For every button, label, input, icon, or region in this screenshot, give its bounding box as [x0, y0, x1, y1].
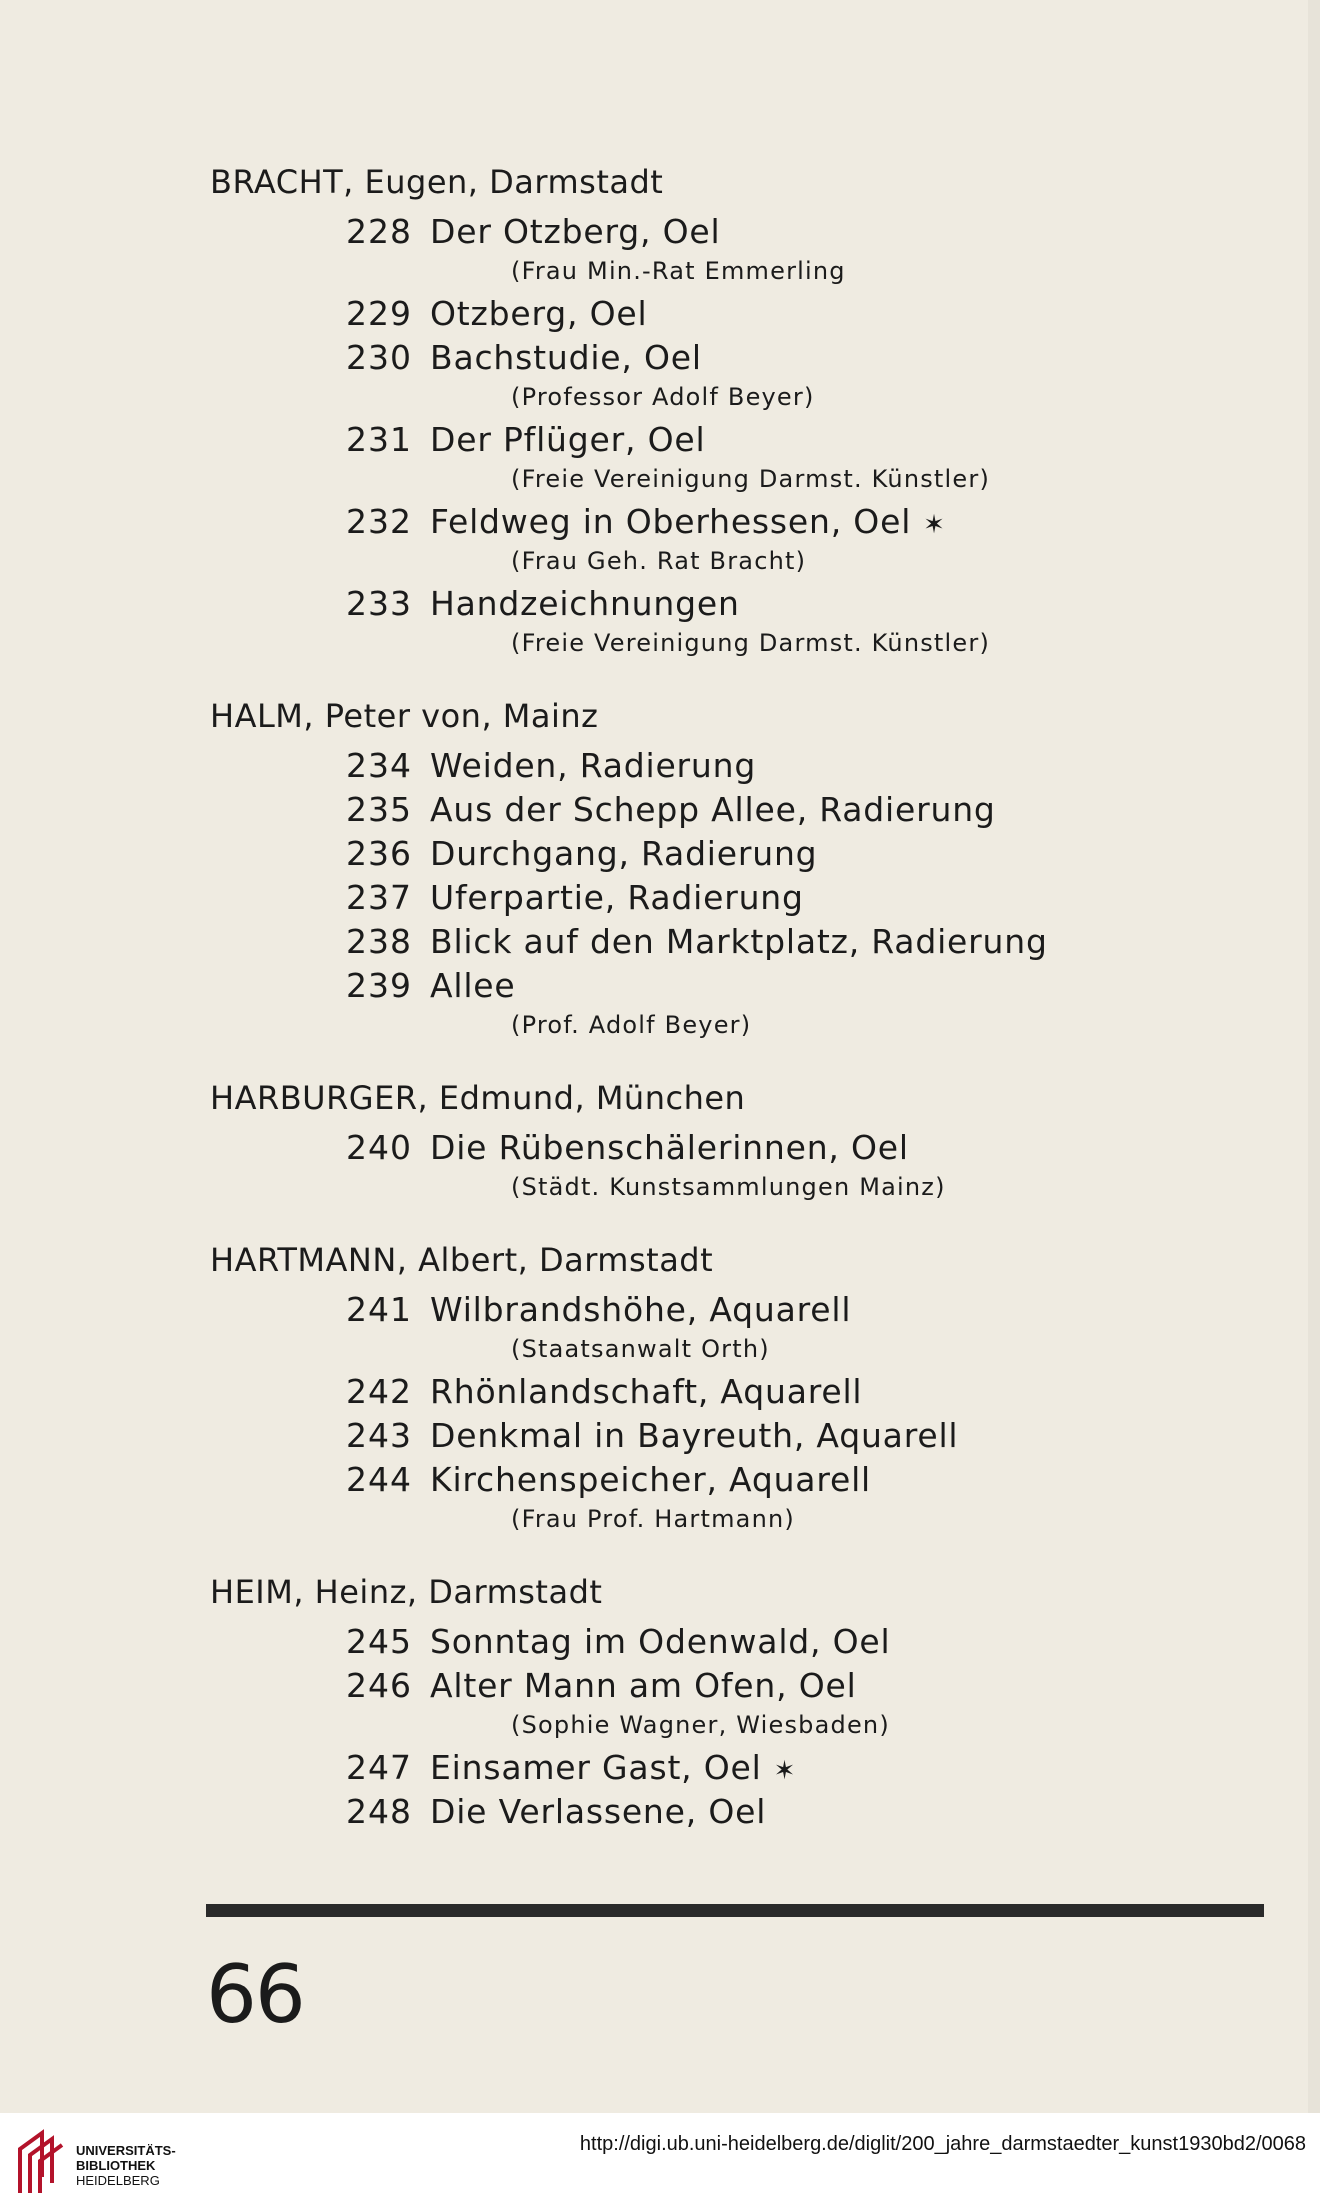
entry-owner: (Prof. Adolf Beyer)	[511, 1011, 752, 1039]
catalog-entry	[210, 832, 1260, 876]
star-marker-icon: ✶	[773, 1756, 796, 1786]
catalog-entry	[210, 876, 1260, 920]
entry-title: Uferpartie, Radierung	[430, 878, 804, 917]
entry-number: 248	[346, 1792, 412, 1831]
entry-title: Handzeichnungen	[430, 584, 740, 623]
library-name-line: HEIDELBERG	[76, 2173, 160, 2188]
page-number: 66	[206, 1948, 304, 2041]
source-url-link[interactable]: http://digi.ub.uni-heidelberg.de/diglit/200_jahre_darmstaedter_kunst1930bd2/0068	[579, 2133, 1306, 2155]
catalog-entry	[210, 1790, 1260, 1834]
entry-title: Otzberg, Oel	[430, 294, 648, 333]
catalog-content	[210, 160, 1260, 1834]
catalog-entry	[210, 582, 1260, 626]
entry-number: 233	[346, 584, 412, 623]
entry-title: Bachstudie, Oel	[430, 338, 702, 377]
catalog-entry	[210, 920, 1260, 964]
catalog-entry	[210, 1620, 1260, 1664]
catalog-entry	[210, 500, 1260, 544]
entry-owner: (Frau Prof. Hartmann)	[511, 1505, 795, 1533]
entry-number: 245	[346, 1622, 412, 1661]
catalog-entry	[210, 1746, 1260, 1790]
entry-number: 244	[346, 1460, 412, 1499]
entry-number: 247	[346, 1748, 412, 1787]
entry-owner: (Frau Geh. Rat Bracht)	[511, 547, 807, 575]
entry-title: Allee	[430, 966, 516, 1005]
library-name	[76, 2143, 176, 2188]
entry-title: Aus der Schepp Allee, Radierung	[430, 790, 996, 829]
entry-number: 241	[346, 1290, 412, 1329]
star-marker-icon: ✶	[923, 510, 945, 540]
library-logo-icon	[12, 2127, 66, 2197]
entry-number: 239	[346, 966, 412, 1005]
catalog-entry	[210, 418, 1260, 462]
entry-title: Feldweg in Oberhessen, Oel	[430, 502, 912, 541]
entry-title: Der Otzberg, Oel	[430, 212, 721, 251]
entry-number: 246	[346, 1666, 412, 1705]
entry-title: Kirchenspeicher, Aquarell	[430, 1460, 872, 1499]
entry-number: 240	[346, 1128, 412, 1167]
catalog-entry	[210, 336, 1260, 380]
catalog-entry	[210, 1288, 1260, 1332]
entry-number: 236	[346, 834, 412, 873]
entry-number: 228	[346, 212, 412, 251]
entry-title: Der Pflüger, Oel	[430, 420, 706, 459]
entry-owner: (Frau Min.-Rat Emmerling	[511, 257, 846, 285]
artist-heading: HALM, Peter von, Mainz	[210, 697, 599, 735]
catalog-entry	[210, 1458, 1260, 1502]
entry-owner: (Freie Vereinigung Darmst. Künstler)	[511, 629, 991, 657]
footer-bar	[0, 2113, 1320, 2211]
catalog-entry	[210, 1414, 1260, 1458]
catalog-entry	[210, 1126, 1260, 1170]
entry-title: Sonntag im Odenwald, Oel	[430, 1622, 891, 1661]
entry-title: Die Rübenschälerinnen, Oel	[430, 1128, 909, 1167]
entry-title: Die Verlassene, Oel	[430, 1792, 767, 1831]
catalog-entry	[210, 964, 1260, 1008]
library-name-line: UNIVERSITÄTS-	[76, 2143, 176, 2158]
entry-number: 232	[346, 502, 412, 541]
entry-title: Einsamer Gast, Oel	[430, 1748, 762, 1787]
entry-number: 238	[346, 922, 412, 961]
entry-owner: (Professor Adolf Beyer)	[511, 383, 815, 411]
entry-number: 243	[346, 1416, 412, 1455]
catalog-entry	[210, 788, 1260, 832]
entry-number: 231	[346, 420, 412, 459]
catalog-entry	[210, 210, 1260, 254]
catalog-entry	[210, 292, 1260, 336]
entry-title: Durchgang, Radierung	[430, 834, 818, 873]
entry-title: Wilbrandshöhe, Aquarell	[430, 1290, 852, 1329]
artist-heading: HEIM, Heinz, Darmstadt	[210, 1573, 603, 1611]
entry-owner: (Städt. Kunstsammlungen Mainz)	[511, 1173, 946, 1201]
entry-owner: (Sophie Wagner, Wiesbaden)	[511, 1711, 890, 1739]
catalog-entry	[210, 1370, 1260, 1414]
entry-title: Alter Mann am Ofen, Oel	[430, 1666, 857, 1705]
entry-number: 242	[346, 1372, 412, 1411]
horizontal-rule	[206, 1904, 1264, 1917]
artist-heading: HARBURGER, Edmund, München	[210, 1079, 746, 1117]
catalog-entry	[210, 1664, 1260, 1708]
entry-number: 230	[346, 338, 412, 377]
entry-number: 237	[346, 878, 412, 917]
entry-title: Denkmal in Bayreuth, Aquarell	[430, 1416, 959, 1455]
entry-title: Weiden, Radierung	[430, 746, 757, 785]
catalog-entry	[210, 744, 1260, 788]
entry-title: Rhönlandschaft, Aquarell	[430, 1372, 863, 1411]
entry-owner: (Staatsanwalt Orth)	[511, 1335, 770, 1363]
entry-title: Blick auf den Marktplatz, Radierung	[430, 922, 1048, 961]
entry-number: 235	[346, 790, 412, 829]
library-name-line: BIBLIOTHEK	[76, 2158, 156, 2173]
artist-heading: BRACHT, Eugen, Darmstadt	[210, 163, 664, 201]
entry-owner: (Freie Vereinigung Darmst. Künstler)	[511, 465, 991, 493]
entry-number: 229	[346, 294, 412, 333]
entry-number: 234	[346, 746, 412, 785]
artist-heading: HARTMANN, Albert, Darmstadt	[210, 1241, 714, 1279]
